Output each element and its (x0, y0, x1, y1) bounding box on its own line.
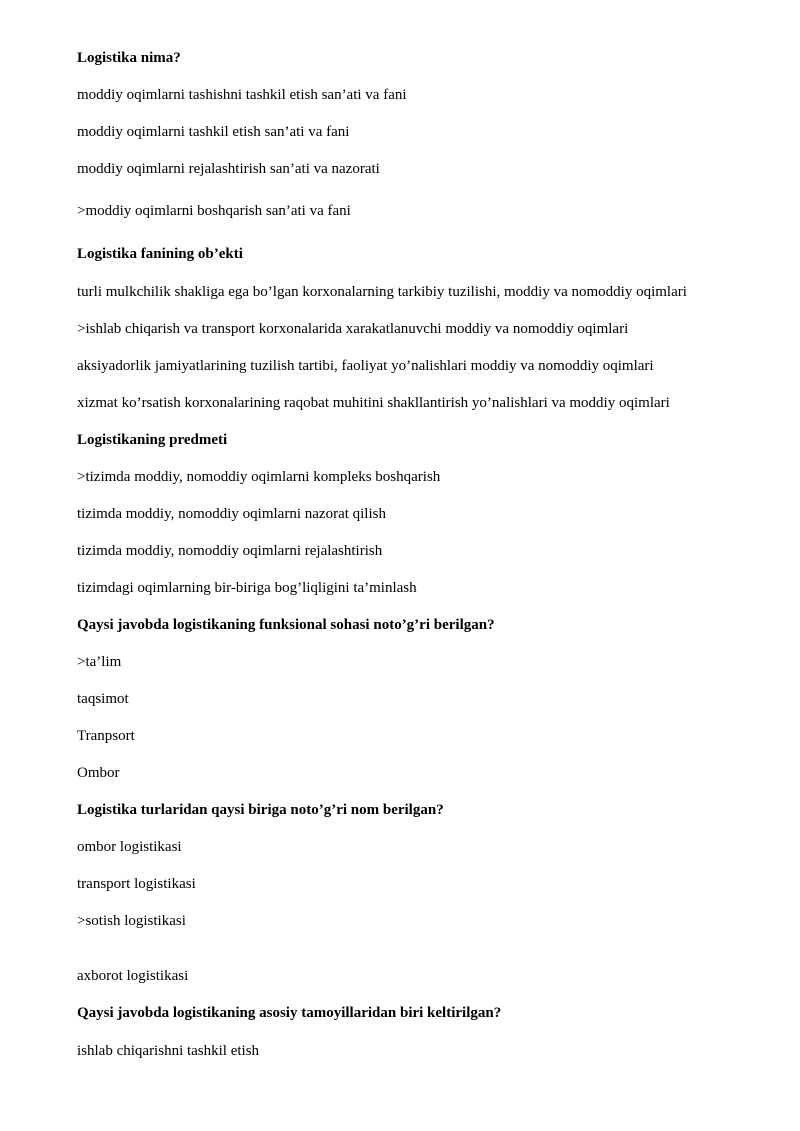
question-heading: Logistikaning predmeti (77, 432, 228, 448)
answer-option: tizimda moddiy, nomoddiy oqimlarni rejalashtirish (77, 543, 383, 559)
question-heading: Qaysi javobda logistikaning asosiy tamoyillaridan biri keltirilgan? (77, 1005, 502, 1021)
answer-option: axborot logistikasi (77, 968, 189, 984)
answer-option-correct: >tizimda moddiy, nomoddiy oqimlarni kompleks boshqarish (77, 469, 441, 485)
answer-option: transport logistikasi (77, 876, 196, 892)
answer-option: xizmat ko’rsatish korxonalarining raqobat muhitini shakllantirish yo’nalishlari va moddiy oqimlari (77, 395, 670, 411)
answer-option: aksiyadorlik jamiyatlarining tuzilish tartibi, faoliyat yo’nalishlari moddiy va nomoddiy oqimlari (77, 358, 654, 374)
question-heading: Logistika fanining ob’ekti (77, 246, 243, 262)
answer-option-correct: >sotish logistikasi (77, 913, 186, 929)
answer-option: Tranpsort (77, 728, 135, 744)
answer-option: turli mulkchilik shakliga ega bo’lgan korxonalarning tarkibiy tuzilishi, moddiy va nomoddiy oqimlari (77, 284, 687, 300)
answer-option-correct: >ishlab chiqarish va transport korxonalarida xarakatlanuvchi moddiy va nomoddiy oqimlari (77, 321, 629, 337)
question-heading: Qaysi javobda logistikaning funksional sohasi noto’g’ri berilgan? (77, 617, 495, 633)
answer-option: moddiy oqimlarni tashishni tashkil etish san’ati va fani (77, 87, 407, 103)
answer-option-correct: >ta’lim (77, 654, 122, 670)
answer-option: tizimdagi oqimlarning bir-biriga bog’liqligini ta’minlash (77, 580, 417, 596)
answer-option: tizimda moddiy, nomoddiy oqimlarni nazorat qilish (77, 506, 386, 522)
answer-option: Ombor (77, 765, 120, 781)
answer-option: ishlab chiqarishni tashkil etish (77, 1043, 260, 1059)
answer-option: moddiy oqimlarni rejalashtirish san’ati va nazorati (77, 161, 380, 177)
answer-option-correct: >moddiy oqimlarni boshqarish san’ati va fani (77, 203, 351, 219)
answer-option: moddiy oqimlarni tashkil etish san’ati va fani (77, 124, 350, 140)
question-heading: Logistika nima? (77, 50, 181, 66)
answer-option: taqsimot (77, 691, 129, 707)
question-heading: Logistika turlaridan qaysi biriga noto’g’ri nom berilgan? (77, 802, 444, 818)
answer-option: ombor logistikasi (77, 839, 182, 855)
